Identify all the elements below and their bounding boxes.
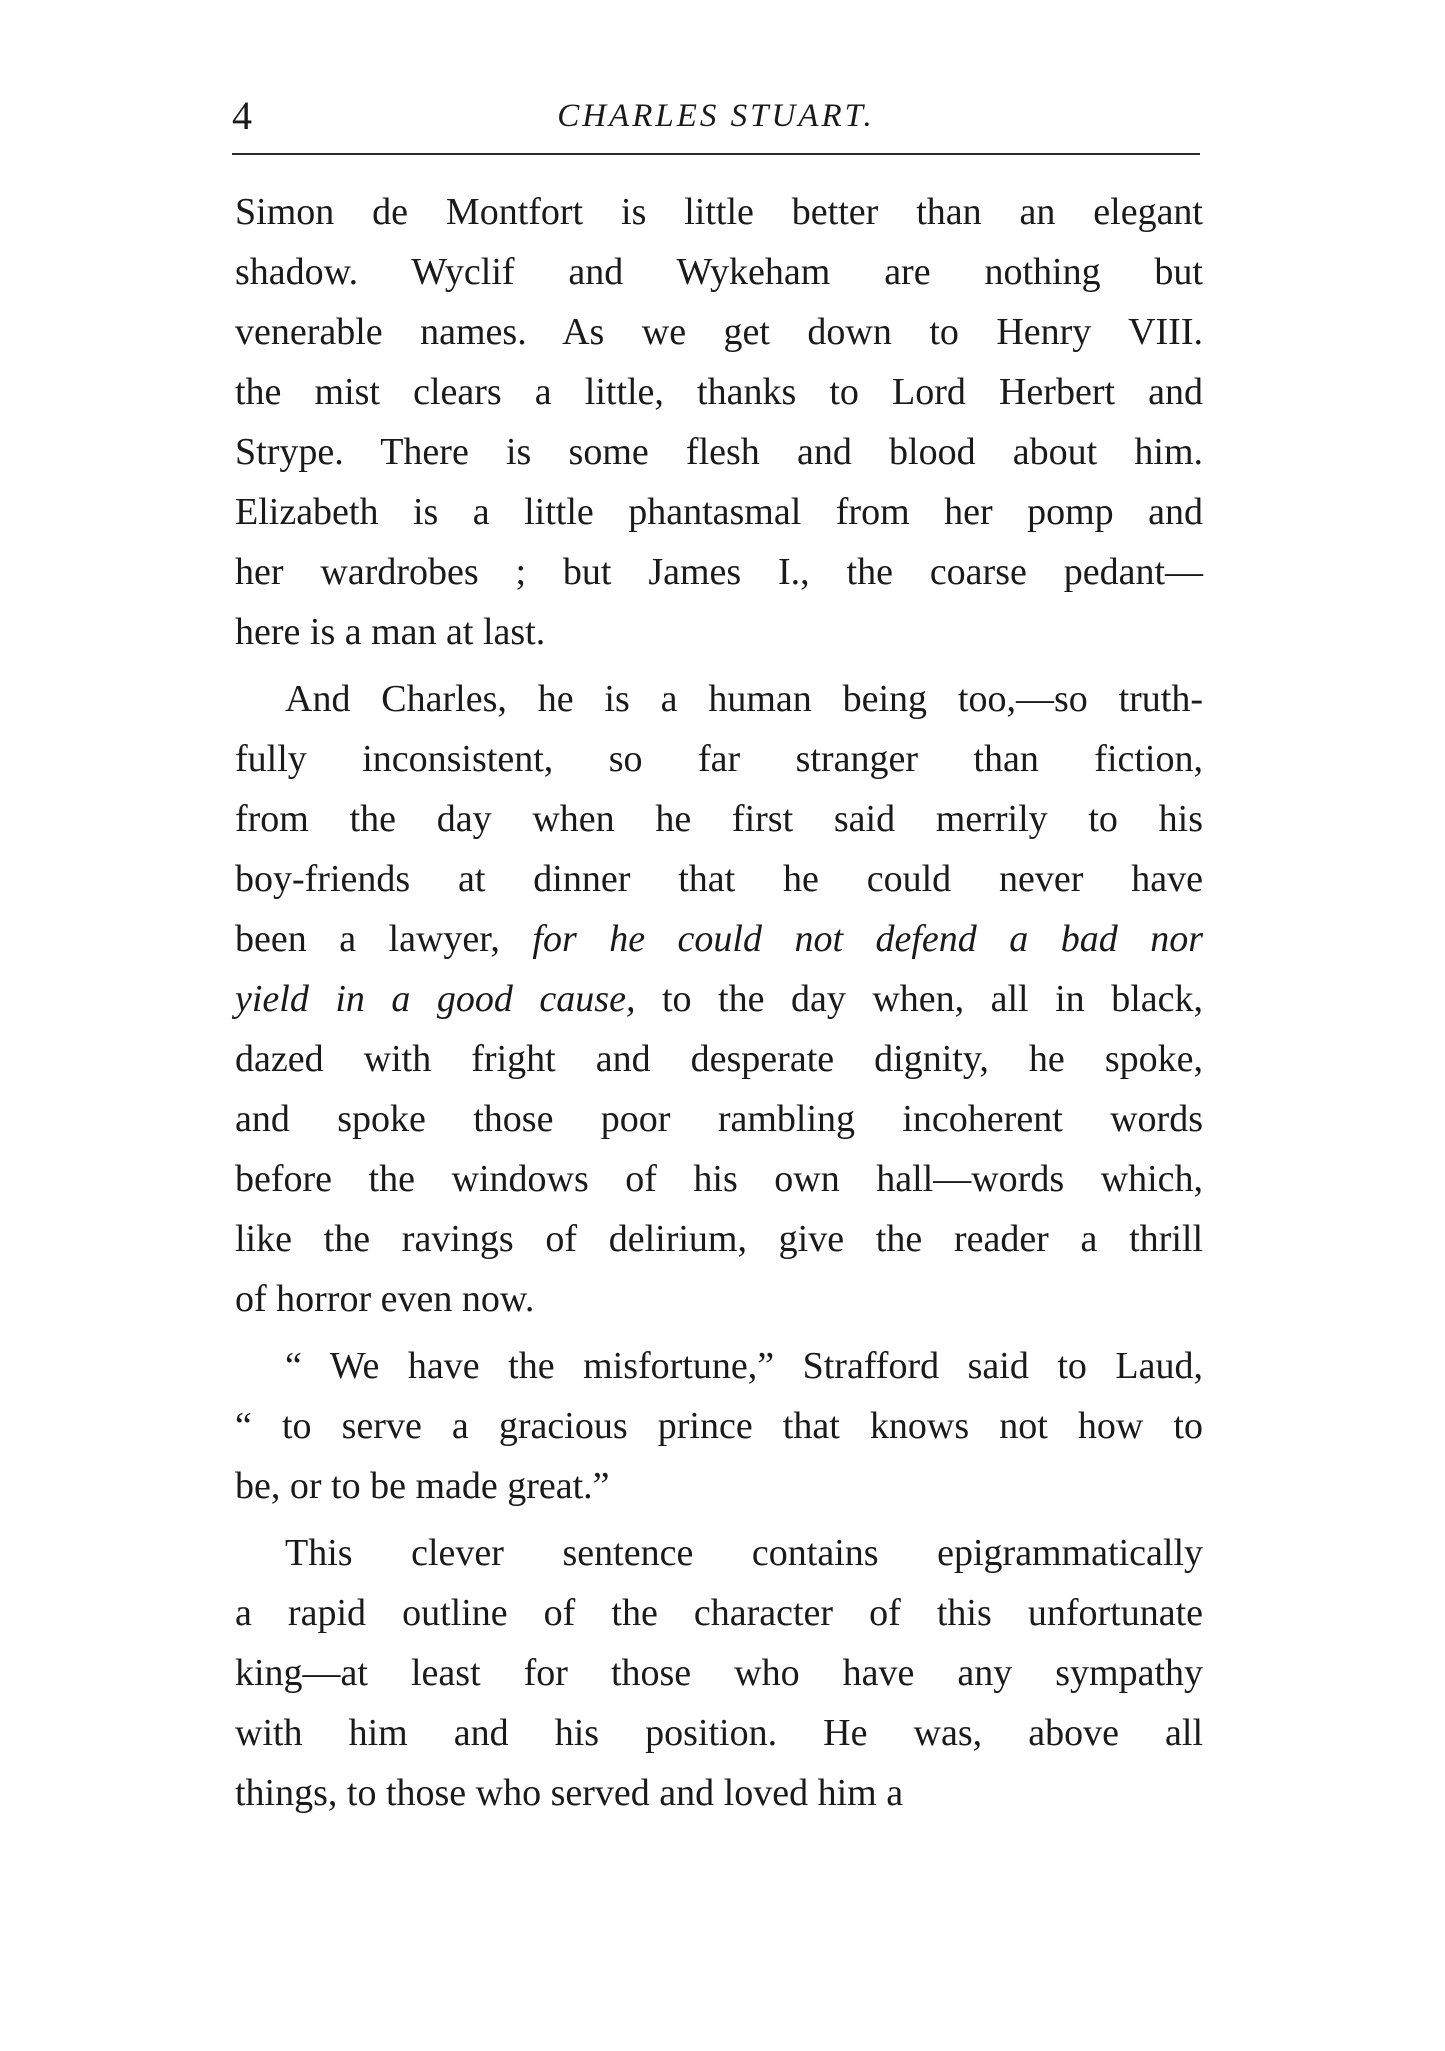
- text-line: [235, 362, 1203, 422]
- text-line: [235, 1763, 1203, 1823]
- text-line: [235, 1269, 1203, 1329]
- text-segment: things, to those who served and loved him a: [235, 1772, 904, 1814]
- text-segment: of horror even now.: [235, 1278, 535, 1320]
- text-segment: Strype. There is some flesh and blood about him.: [235, 431, 1203, 473]
- text-segment: here is a man at last.: [235, 611, 546, 653]
- text-line: [235, 542, 1203, 602]
- paragraph: [235, 182, 1203, 662]
- text-line: [235, 182, 1203, 242]
- text-line: [235, 909, 1203, 969]
- text-line: [235, 969, 1203, 1029]
- text-segment: with him and his position. He was, above all: [235, 1712, 1203, 1754]
- text-segment: been a lawyer,: [235, 918, 533, 960]
- text-line: [235, 1336, 1203, 1396]
- text-line: [235, 1703, 1203, 1763]
- text-segment: her wardrobes ; but James I., the coarse pedant—: [235, 551, 1203, 593]
- text-segment: “ We have the misfortune,” Strafford said to Laud,: [285, 1345, 1203, 1387]
- paragraph-gap: [235, 1516, 1203, 1523]
- italic-text: for he could not defend a bad nor: [532, 918, 1203, 960]
- italic-text: yield in a good cause,: [235, 978, 636, 1020]
- text-segment: king—at least for those who have any sympathy: [235, 1652, 1203, 1694]
- text-line: [235, 422, 1203, 482]
- body-text: [235, 182, 1203, 1823]
- text-line: [235, 302, 1203, 362]
- text-line: [235, 789, 1203, 849]
- text-line: [235, 602, 1203, 662]
- running-title: CHARLES STUART.: [557, 98, 875, 134]
- text-line: [235, 242, 1203, 302]
- paragraph: [235, 669, 1203, 1329]
- text-line: [235, 669, 1203, 729]
- text-line: [235, 1089, 1203, 1149]
- text-segment: like the ravings of delirium, give the reader a thrill: [235, 1218, 1203, 1260]
- text-segment: be, or to be made great.”: [235, 1465, 610, 1507]
- text-segment: from the day when he first said merrily to his: [235, 798, 1203, 840]
- text-line: [235, 1456, 1203, 1516]
- paragraph: [235, 1336, 1203, 1516]
- text-segment: Elizabeth is a little phantasmal from her pomp and: [235, 491, 1203, 533]
- text-line: [235, 1209, 1203, 1269]
- text-segment: and spoke those poor rambling incoherent words: [235, 1098, 1203, 1140]
- paragraph-gap: [235, 662, 1203, 669]
- text-line: [235, 849, 1203, 909]
- text-segment: before the windows of his own hall—words which,: [235, 1158, 1203, 1200]
- text-segment: boy-friends at dinner that he could never have: [235, 858, 1203, 900]
- text-segment: This clever sentence contains epigrammatically: [285, 1532, 1203, 1574]
- running-head: [232, 92, 1200, 152]
- header-rule: [232, 153, 1200, 155]
- text-line: [235, 1029, 1203, 1089]
- text-line: [235, 1523, 1203, 1583]
- paragraph: [235, 1523, 1203, 1823]
- text-line: [235, 482, 1203, 542]
- text-line: [235, 1583, 1203, 1643]
- text-segment: to the day when, all in black,: [635, 978, 1203, 1020]
- text-segment: shadow. Wyclif and Wykeham are nothing but: [235, 251, 1203, 293]
- text-segment: dazed with fright and desperate dignity, he spoke,: [235, 1038, 1203, 1080]
- text-line: [235, 1643, 1203, 1703]
- text-segment: venerable names. As we get down to Henry VIII.: [235, 311, 1203, 353]
- paragraph-gap: [235, 1329, 1203, 1336]
- page-number: 4: [232, 93, 252, 138]
- text-segment: Simon de Montfort is little better than an elegant: [235, 191, 1203, 233]
- text-segment: “ to serve a gracious prince that knows not how to: [235, 1405, 1203, 1447]
- text-segment: the mist clears a little, thanks to Lord Herbert and: [235, 371, 1203, 413]
- text-line: [235, 1396, 1203, 1456]
- text-line: [235, 1149, 1203, 1209]
- text-line: [235, 729, 1203, 789]
- text-segment: a rapid outline of the character of this unfortunate: [235, 1592, 1203, 1634]
- text-segment: fully inconsistent, so far stranger than fiction,: [235, 738, 1203, 780]
- text-segment: And Charles, he is a human being too,—so truth-: [285, 678, 1203, 720]
